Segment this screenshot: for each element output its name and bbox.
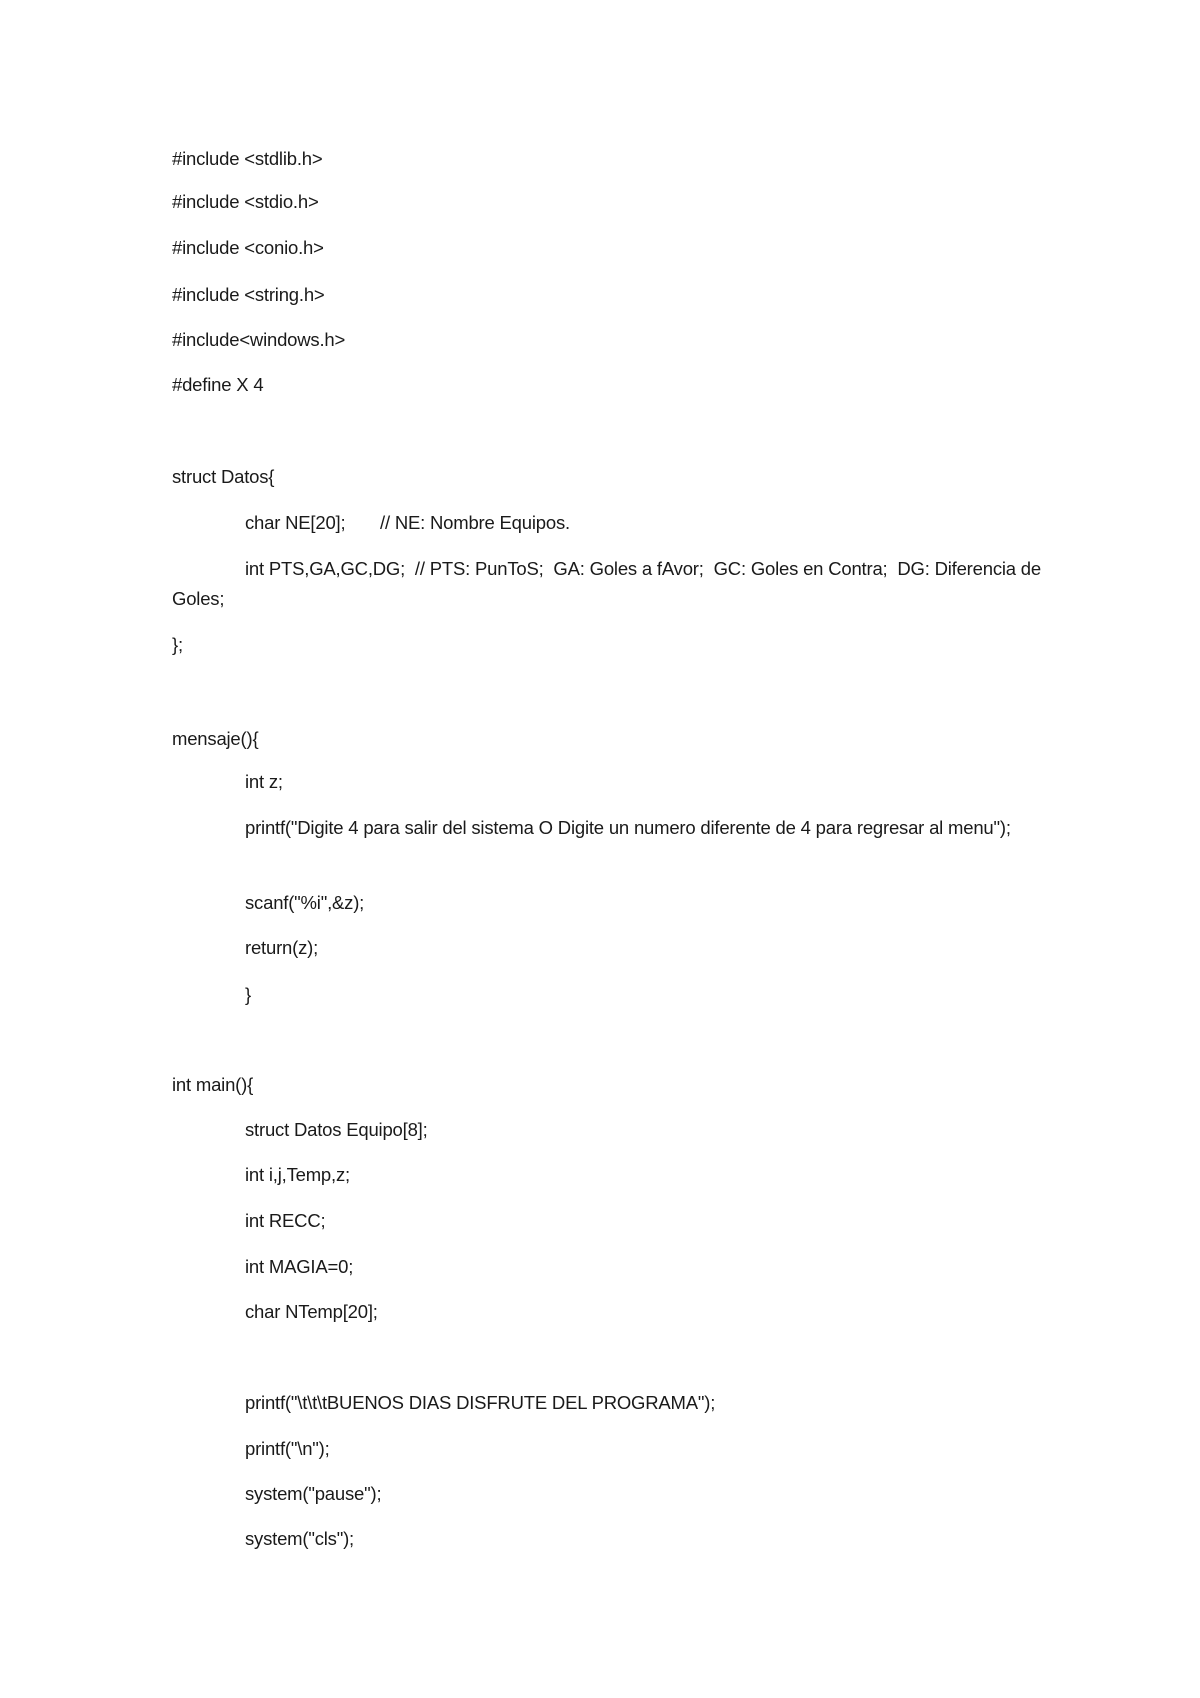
code-line-return: return(z); bbox=[245, 937, 319, 958]
code-line-char-ne: char NE[20]; // NE: Nombre Equipos. bbox=[245, 512, 570, 533]
code-line-include-string: #include <string.h> bbox=[172, 284, 325, 305]
code-line-int-vars: int i,j,Temp,z; bbox=[245, 1164, 350, 1185]
code-line-printf-buenos: printf("\t\t\tBUENOS DIAS DISFRUTE DEL PROGRAMA"); bbox=[245, 1392, 716, 1413]
code-line-struct-close: }; bbox=[172, 634, 183, 655]
code-line-int-magia: int MAGIA=0; bbox=[245, 1256, 354, 1277]
code-line-main-open: int main(){ bbox=[172, 1074, 254, 1095]
code-line-system-cls: system("cls"); bbox=[245, 1528, 354, 1549]
code-line-scanf: scanf("%i",&z); bbox=[245, 892, 365, 913]
code-line-define: #define X 4 bbox=[172, 374, 264, 395]
code-line-printf-newline: printf("\n"); bbox=[245, 1438, 330, 1459]
code-line-mensaje-close: } bbox=[245, 984, 251, 1005]
code-line-mensaje-open: mensaje(){ bbox=[172, 728, 259, 749]
code-line-system-pause: system("pause"); bbox=[245, 1483, 382, 1504]
code-line-int-recc: int RECC; bbox=[245, 1210, 326, 1231]
code-line-char-ntemp: char NTemp[20]; bbox=[245, 1301, 378, 1322]
code-line-include-stdlib: #include <stdlib.h> bbox=[172, 148, 323, 169]
code-line-struct-open: struct Datos{ bbox=[172, 466, 275, 487]
code-line-int-pts: int PTS,GA,GC,DG; // PTS: PunToS; GA: Goles a fAvor; GC: Goles en Contra; DG: Diferencia de Goles; bbox=[172, 558, 1046, 609]
code-line-printf-digite: printf("Digite 4 para salir del sistema O Digite un numero diferente de 4 para regresar al menu"); bbox=[245, 817, 1011, 838]
code-line-include-stdio: #include <stdio.h> bbox=[172, 191, 319, 212]
code-line-include-windows: #include<windows.h> bbox=[172, 329, 346, 350]
code-line-int-z: int z; bbox=[245, 771, 283, 792]
code-line-struct-equipo: struct Datos Equipo[8]; bbox=[245, 1119, 428, 1140]
code-line-include-conio: #include <conio.h> bbox=[172, 237, 324, 258]
